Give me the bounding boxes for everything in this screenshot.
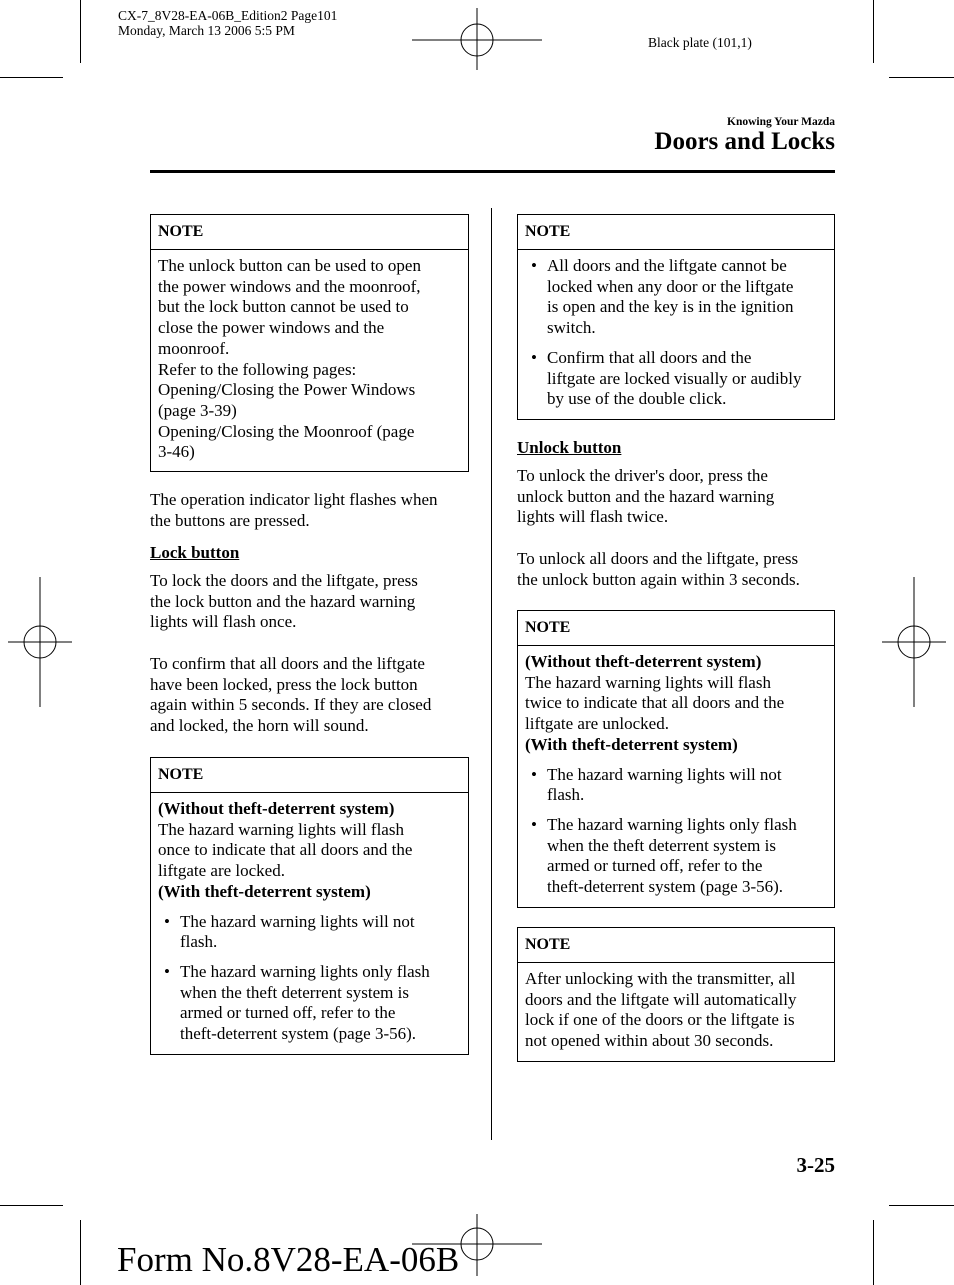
lock-paragraph-1 (150, 571, 418, 633)
registration-mark-left (8, 577, 72, 707)
bullet-icon: • (531, 764, 537, 784)
bullet-line: when the theft deterrent system is (547, 835, 776, 855)
print-header-file (118, 8, 337, 38)
note-line: The hazard warning lights will flash (525, 672, 771, 692)
note-box-power-windows (150, 214, 469, 472)
text-line: lights will flash once. (150, 612, 297, 632)
form-number: Form No.8V28-EA-06B (117, 1240, 460, 1279)
note-line: close the power windows and the (158, 318, 385, 338)
text-line: To unlock all doors and the liftgate, press (517, 549, 799, 568)
note-line: Opening/Closing the Moonroof (page (158, 421, 415, 441)
unlock-paragraph-2 (517, 549, 800, 590)
bullet-line: locked when any door or the liftgate (547, 276, 794, 296)
bullet-line: All doors and the liftgate cannot be (547, 256, 787, 275)
unlock-button-heading: Unlock button (517, 438, 622, 457)
text-line: the lock button and the hazard warning (150, 591, 416, 611)
crop-mark (873, 1220, 874, 1285)
bullet-line: flash. (547, 785, 585, 805)
note-box-ignition (517, 214, 835, 420)
bullet-icon: • (531, 347, 537, 367)
note-subheading: (With theft-deterrent system) (525, 734, 738, 754)
note-body (151, 793, 468, 1053)
crop-mark (889, 1205, 954, 1206)
section-label: Knowing Your Mazda (727, 116, 835, 128)
bullet-item (525, 815, 827, 898)
bullet-line: liftgate are locked visually or audibly (547, 368, 802, 388)
note-body (518, 963, 834, 1060)
note-subheading: (With theft-deterrent system) (158, 881, 371, 901)
text-line: the unlock button again within 3 seconds. (517, 569, 800, 589)
crop-mark (0, 77, 63, 78)
note-line: After unlocking with the transmitter, all (525, 969, 796, 988)
text-line: To unlock the driver's door, press the (517, 466, 768, 485)
print-header-line2: Monday, March 13 2006 5:5 PM (118, 23, 295, 38)
text-line: again within 5 seconds. If they are closed (150, 695, 432, 715)
print-header-line1: CX-7_8V28-EA-06B_Edition2 Page101 (118, 8, 338, 23)
page-title: Doors and Locks (654, 128, 835, 155)
note-line: doors and the liftgate will automatically (525, 989, 797, 1009)
text-line: The operation indicator light flashes when (150, 490, 438, 509)
bullet-line: The hazard warning lights will not (547, 764, 782, 784)
bullet-icon: • (164, 911, 170, 931)
bullet-item (158, 962, 461, 1045)
bullet-line: The hazard warning lights will not (180, 911, 415, 931)
note-box-unlock-hazard (517, 610, 835, 908)
bullet-item (525, 348, 827, 410)
text-line: unlock button and the hazard warning (517, 486, 775, 506)
bullet-list (525, 256, 827, 410)
note-heading: NOTE (151, 215, 468, 250)
crop-mark (80, 1220, 81, 1285)
bullet-icon: • (164, 961, 170, 981)
unlock-paragraph-1 (517, 466, 774, 528)
text-line: the buttons are pressed. (150, 510, 310, 530)
note-body (151, 250, 468, 471)
note-box-auto-lock (517, 927, 835, 1062)
note-line: but the lock button cannot be used to (158, 297, 409, 317)
bullet-line: is open and the key is in the ignition (547, 297, 794, 317)
lock-button-heading: Lock button (150, 543, 240, 562)
bullet-line: theft-deterrent system (page 3-56). (180, 1024, 417, 1044)
note-line: 3-46) (158, 442, 195, 462)
intro-paragraph (150, 490, 438, 531)
note-subheading: (Without theft-deterrent system) (158, 799, 395, 818)
bullet-line: The hazard warning lights only flash (547, 814, 797, 834)
text-line: To confirm that all doors and the liftgate (150, 654, 425, 673)
crop-mark (0, 1205, 63, 1206)
bullet-item (525, 256, 827, 339)
print-header-plate: Black plate (101,1) (648, 35, 752, 50)
note-line: (page 3-39) (158, 400, 237, 420)
registration-mark-top (412, 8, 542, 70)
text-line: lights will flash twice. (517, 507, 669, 527)
bullet-line: when the theft deterrent system is (180, 982, 409, 1002)
note-line: Refer to the following pages: (158, 359, 357, 379)
note-line: the power windows and the moonroof, (158, 276, 421, 296)
note-line: twice to indicate that all doors and the (525, 693, 785, 713)
bullet-line: by use of the double click. (547, 389, 727, 409)
note-line: lock if one of the doors or the liftgate is (525, 1010, 795, 1030)
note-heading: NOTE (518, 611, 834, 646)
column-divider (491, 208, 492, 1140)
note-heading: NOTE (518, 928, 834, 963)
note-line: moonroof. (158, 338, 230, 358)
note-box-lock-hazard (150, 757, 469, 1055)
registration-mark-right (882, 577, 946, 707)
bullet-item (525, 765, 827, 806)
bullet-list (158, 912, 461, 1045)
bullet-item (158, 912, 461, 953)
note-line: Opening/Closing the Power Windows (158, 380, 416, 400)
crop-mark (80, 0, 81, 63)
bullet-line: flash. (180, 932, 218, 952)
text-line: and locked, the horn will sound. (150, 716, 369, 736)
note-body (518, 250, 834, 418)
text-line: have been locked, press the lock button (150, 674, 418, 694)
note-body (518, 646, 834, 906)
bullet-line: armed or turned off, refer to the (547, 856, 763, 876)
text-line: To lock the doors and the liftgate, press (150, 571, 418, 590)
note-heading: NOTE (518, 215, 834, 250)
crop-mark (889, 77, 954, 78)
bullet-line: Confirm that all doors and the (547, 347, 752, 367)
bullet-icon: • (531, 256, 537, 275)
note-line: liftgate are locked. (158, 861, 285, 881)
crop-mark (873, 0, 874, 63)
bullet-line: theft-deterrent system (page 3-56). (547, 877, 784, 897)
note-line: once to indicate that all doors and the (158, 840, 413, 860)
note-subheading: (Without theft-deterrent system) (525, 652, 762, 671)
bullet-line: switch. (547, 318, 596, 338)
bullet-icon: • (531, 814, 537, 834)
note-line: not opened within about 30 seconds. (525, 1031, 774, 1051)
note-line: The unlock button can be used to open (158, 256, 421, 275)
header-rule (150, 170, 835, 173)
bullet-list (525, 765, 827, 898)
bullet-line: The hazard warning lights only flash (180, 961, 430, 981)
page-number: 3-25 (796, 1153, 835, 1177)
note-line: The hazard warning lights will flash (158, 819, 404, 839)
note-heading: NOTE (151, 758, 468, 793)
note-line: liftgate are unlocked. (525, 714, 669, 734)
lock-paragraph-2 (150, 654, 431, 737)
bullet-line: armed or turned off, refer to the (180, 1003, 396, 1023)
